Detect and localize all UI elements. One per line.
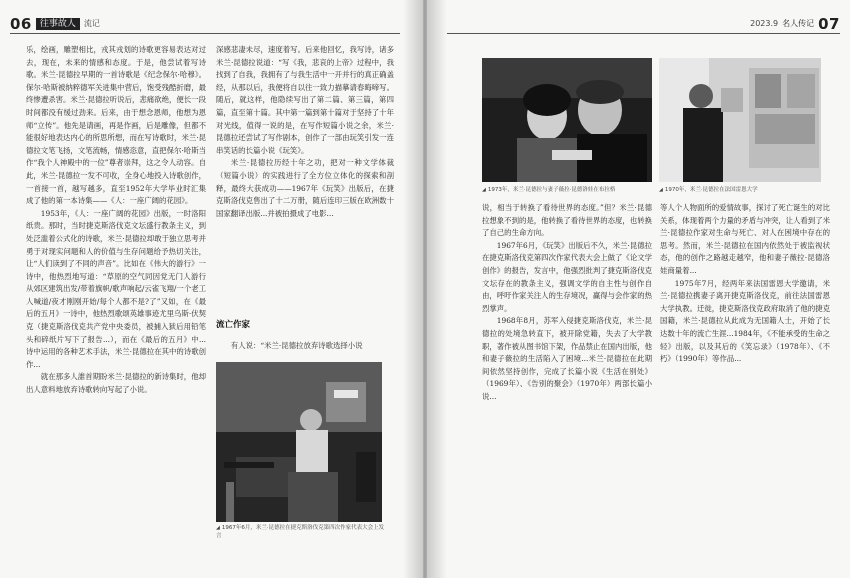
page-gutter-shadow xyxy=(403,0,447,578)
couple-photo-caption xyxy=(482,186,654,194)
classroom-photo xyxy=(659,58,821,182)
classroom-photo-illustration xyxy=(659,58,821,182)
left-col2-paragraph-2: 米兰·昆德拉历经十年之功，把对一种文学体裁（短篇小说）的实践进行了全方位立体化的探索和剖释，最终大获成功——1967年《玩笑》出版后，在捷克斯洛伐克售出了十二万册，随后连印三版在欧洲数十国家翻译出版...并被拍摄成了电影... xyxy=(216,158,394,218)
left-page xyxy=(0,0,423,578)
left-col2-paragraph-3: 有人说：“米兰·昆德拉放弃诗歌选择小说 xyxy=(230,341,363,350)
right-col2-paragraph-2: 1975年7月，经两年来法国雷恩大学邀请，米兰·昆德拉携妻子离开捷克斯洛伐克，前往法国雷恩大学执教。迁徙，捷克斯洛伐克政府取消了他的捷克国籍，米兰·昆德拉从此成为无国籍人士，开始了长达数十年的流亡生涯...1984年，《不能承受的生命之轻》出版，以及其后的《笑忘录》（1978年）、《不朽》（1990年）等作品... xyxy=(660,278,830,364)
couple-photo-illustration xyxy=(482,58,652,182)
caption-triangle-icon: ◢ xyxy=(482,187,486,193)
left-section-label: 往事故人 xyxy=(36,18,80,30)
classroom-photo-caption-text: 1970年，米兰·昆德拉在法国雷恩大学 xyxy=(664,187,758,193)
caption-triangle-icon: ◢ xyxy=(216,525,220,531)
left-column-1 xyxy=(26,44,206,574)
left-column-2 xyxy=(216,44,394,299)
right-col2-paragraph-1: 等人个人物面所的爱情故事，探讨了死亡诞生的对比关系，体现着两个力量的矛盾与冲突，让人看到了米兰·昆德拉作家对生命与死亡、对人在困境中存在的思考。然而，米兰·昆德拉在国内依然处于被监视状态，他的创作之路越走越窄，他和妻子薇拉·昆德洛娃商量着... xyxy=(660,203,830,275)
left-page-header xyxy=(10,14,100,32)
speech-photo-caption xyxy=(216,524,386,540)
speech-photo xyxy=(216,362,382,522)
left-col1-paragraph-2: 1953年，《人：一座广阔的花园》出版，一时洛阳纸贵。那时，当时捷克斯洛伐克文坛盛行教条主义，到处泛滥着公式化的诗歌，米兰·昆德拉却敢于独立思考并勇于对现实问题和人的价值与生存问题给予热切关注，让“人们读到了不同的声音”。比如在《伟大的游行》一诗中，他热烈地写道：“草原的空气同因党无门人游行从郊区建筑出发/带着旗帜/歌声响起/云雀飞翔/一个老工人喊道/夜才刚刚开始/每个人都不是?了”又如，在《最后的五月》一诗中，他热烈歌颂英雄事迹尤里乌斯·伏契克（捷克斯洛伐克共产党中央委员，被捕入狱后用铅笔头和碎纸片写下了报告...），而在《最后的五月》中...诗中运用的各种艺术手法，米兰·昆德拉在其中的诗歌创作... xyxy=(26,208,206,369)
left-column-2-intro xyxy=(216,340,394,354)
right-col1-paragraph-1: 说，相当于转换了看待世界的态度。”但？米兰·昆德拉想象不到的是，他转换了看待世界的态度，也转换了自己的生命方向。 xyxy=(482,203,652,238)
left-col2-paragraph-1: 深感悲凄未尽，速度着写。后来他回忆，我写诗，诸多米兰·昆德拉说道：“写《我，悲哀的上帝》过程中，我找到了自我，我拥有了与我生活中一开并行的真正确盖经，从那以后，我便将自以往一致力描摹请春晦啼写。随后，就这样，他隐续写出了第二篇、第三篇，第四篇，直至第十篇。其中第一篇到第十篇对于坚持了十年对光线，值得一说的是，在写作短篇小说之余，米兰·昆德拉还尝试了写作剧本，创作了一部由玩笑引发一连串笑话的长篇小说《玩笑》。 xyxy=(216,45,394,155)
classroom-photo-caption xyxy=(659,186,823,194)
left-header-rule xyxy=(10,33,400,34)
couple-photo xyxy=(482,58,652,182)
right-column-2 xyxy=(660,202,830,572)
right-col1-paragraph-3: 1968年8月，苏军入侵捷克斯洛伐克，米兰·昆德拉的处境急转直下，被开除党籍，失去了大学教职，著作被从图书馆下架，作品禁止在国内出版，他和妻子薇拉的生活陷入了困境...米兰·昆德拉在此期间依然坚持创作，完成了长篇小说《生活在别处》（1969年）、《告别的聚会》（1970年）两部长篇小说... xyxy=(482,316,652,401)
right-column-1 xyxy=(482,202,652,572)
right-page xyxy=(427,0,850,578)
speech-photo-caption-text: 1967年6月，米兰·昆德拉在捷克斯洛伐克第四次作家代表大会上发言 xyxy=(216,525,385,539)
left-col1-paragraph-3: 就在那多人誰首期盼米兰·昆德拉的新诗集时，他却出人意料地放弃诗歌转向写起了小说。 xyxy=(26,372,206,395)
left-page-number: 06 xyxy=(10,15,32,33)
right-date-label: 2023.9 xyxy=(750,19,779,28)
right-section-label: 名人传记 xyxy=(782,19,815,28)
left-col1-paragraph-1: 乐，绘画，雕塑相比，戎其戎划的诗歌更容易表达对过去，现在，未来的情感和态度。于是，他尝试着写诗歌。米兰·昆德拉早期的一首诗歌是《纪念保尔·哈穆》。保尔·哈斯被纳粹德军关进集中营后，饱受残酷折磨，最终惨遭杀害。米兰·昆德拉听说后，悲痛欲绝，便长一段时间都没有缓过劲来。后来，由于想念恩师，他想为恩师“立传”。他先是请画，再是作画，后是雕像，但都不能很好地表达内心的所思所想，而在写诗歌时，米兰·昆德拉文笔飞扬，文笔流畅，情感恣意，直把保尔·哈斯当作“我个人神殿中的一位”尊者崇拜，这之令人动容。自此，米兰·昆德拉一发不可收，全身心地投入诗歌创作，一首接一首，越写越多，直至1952年大学毕业时汇集成了他的第一本诗集——《人：一座广阔的花园》。 xyxy=(26,45,206,206)
right-header-rule xyxy=(447,33,840,34)
couple-photo-caption-text: 1973年，米兰·昆德拉与妻子薇拉·昆德洛娃在布拉格 xyxy=(487,187,616,193)
right-page-header xyxy=(746,14,840,32)
section-heading: 流亡作家 xyxy=(216,320,251,330)
left-section-sub: 流记 xyxy=(83,19,100,28)
speech-photo-illustration xyxy=(216,362,382,522)
right-page-number: 07 xyxy=(818,15,840,33)
right-col1-paragraph-2: 1967年6月，《玩笑》出版后不久，米兰·昆德拉在捷克斯洛伐克第四次作家代表大会上做了《论文学创作》的报告，发言中，他强烈批判了捷克斯洛伐克文坛存在的教条主义，强调文学的自主性与创作自由，呼吁作家关注人的生存境况，赢得与会作家的热烈掌声。 xyxy=(482,240,652,313)
caption-triangle-icon: ◢ xyxy=(659,187,663,193)
